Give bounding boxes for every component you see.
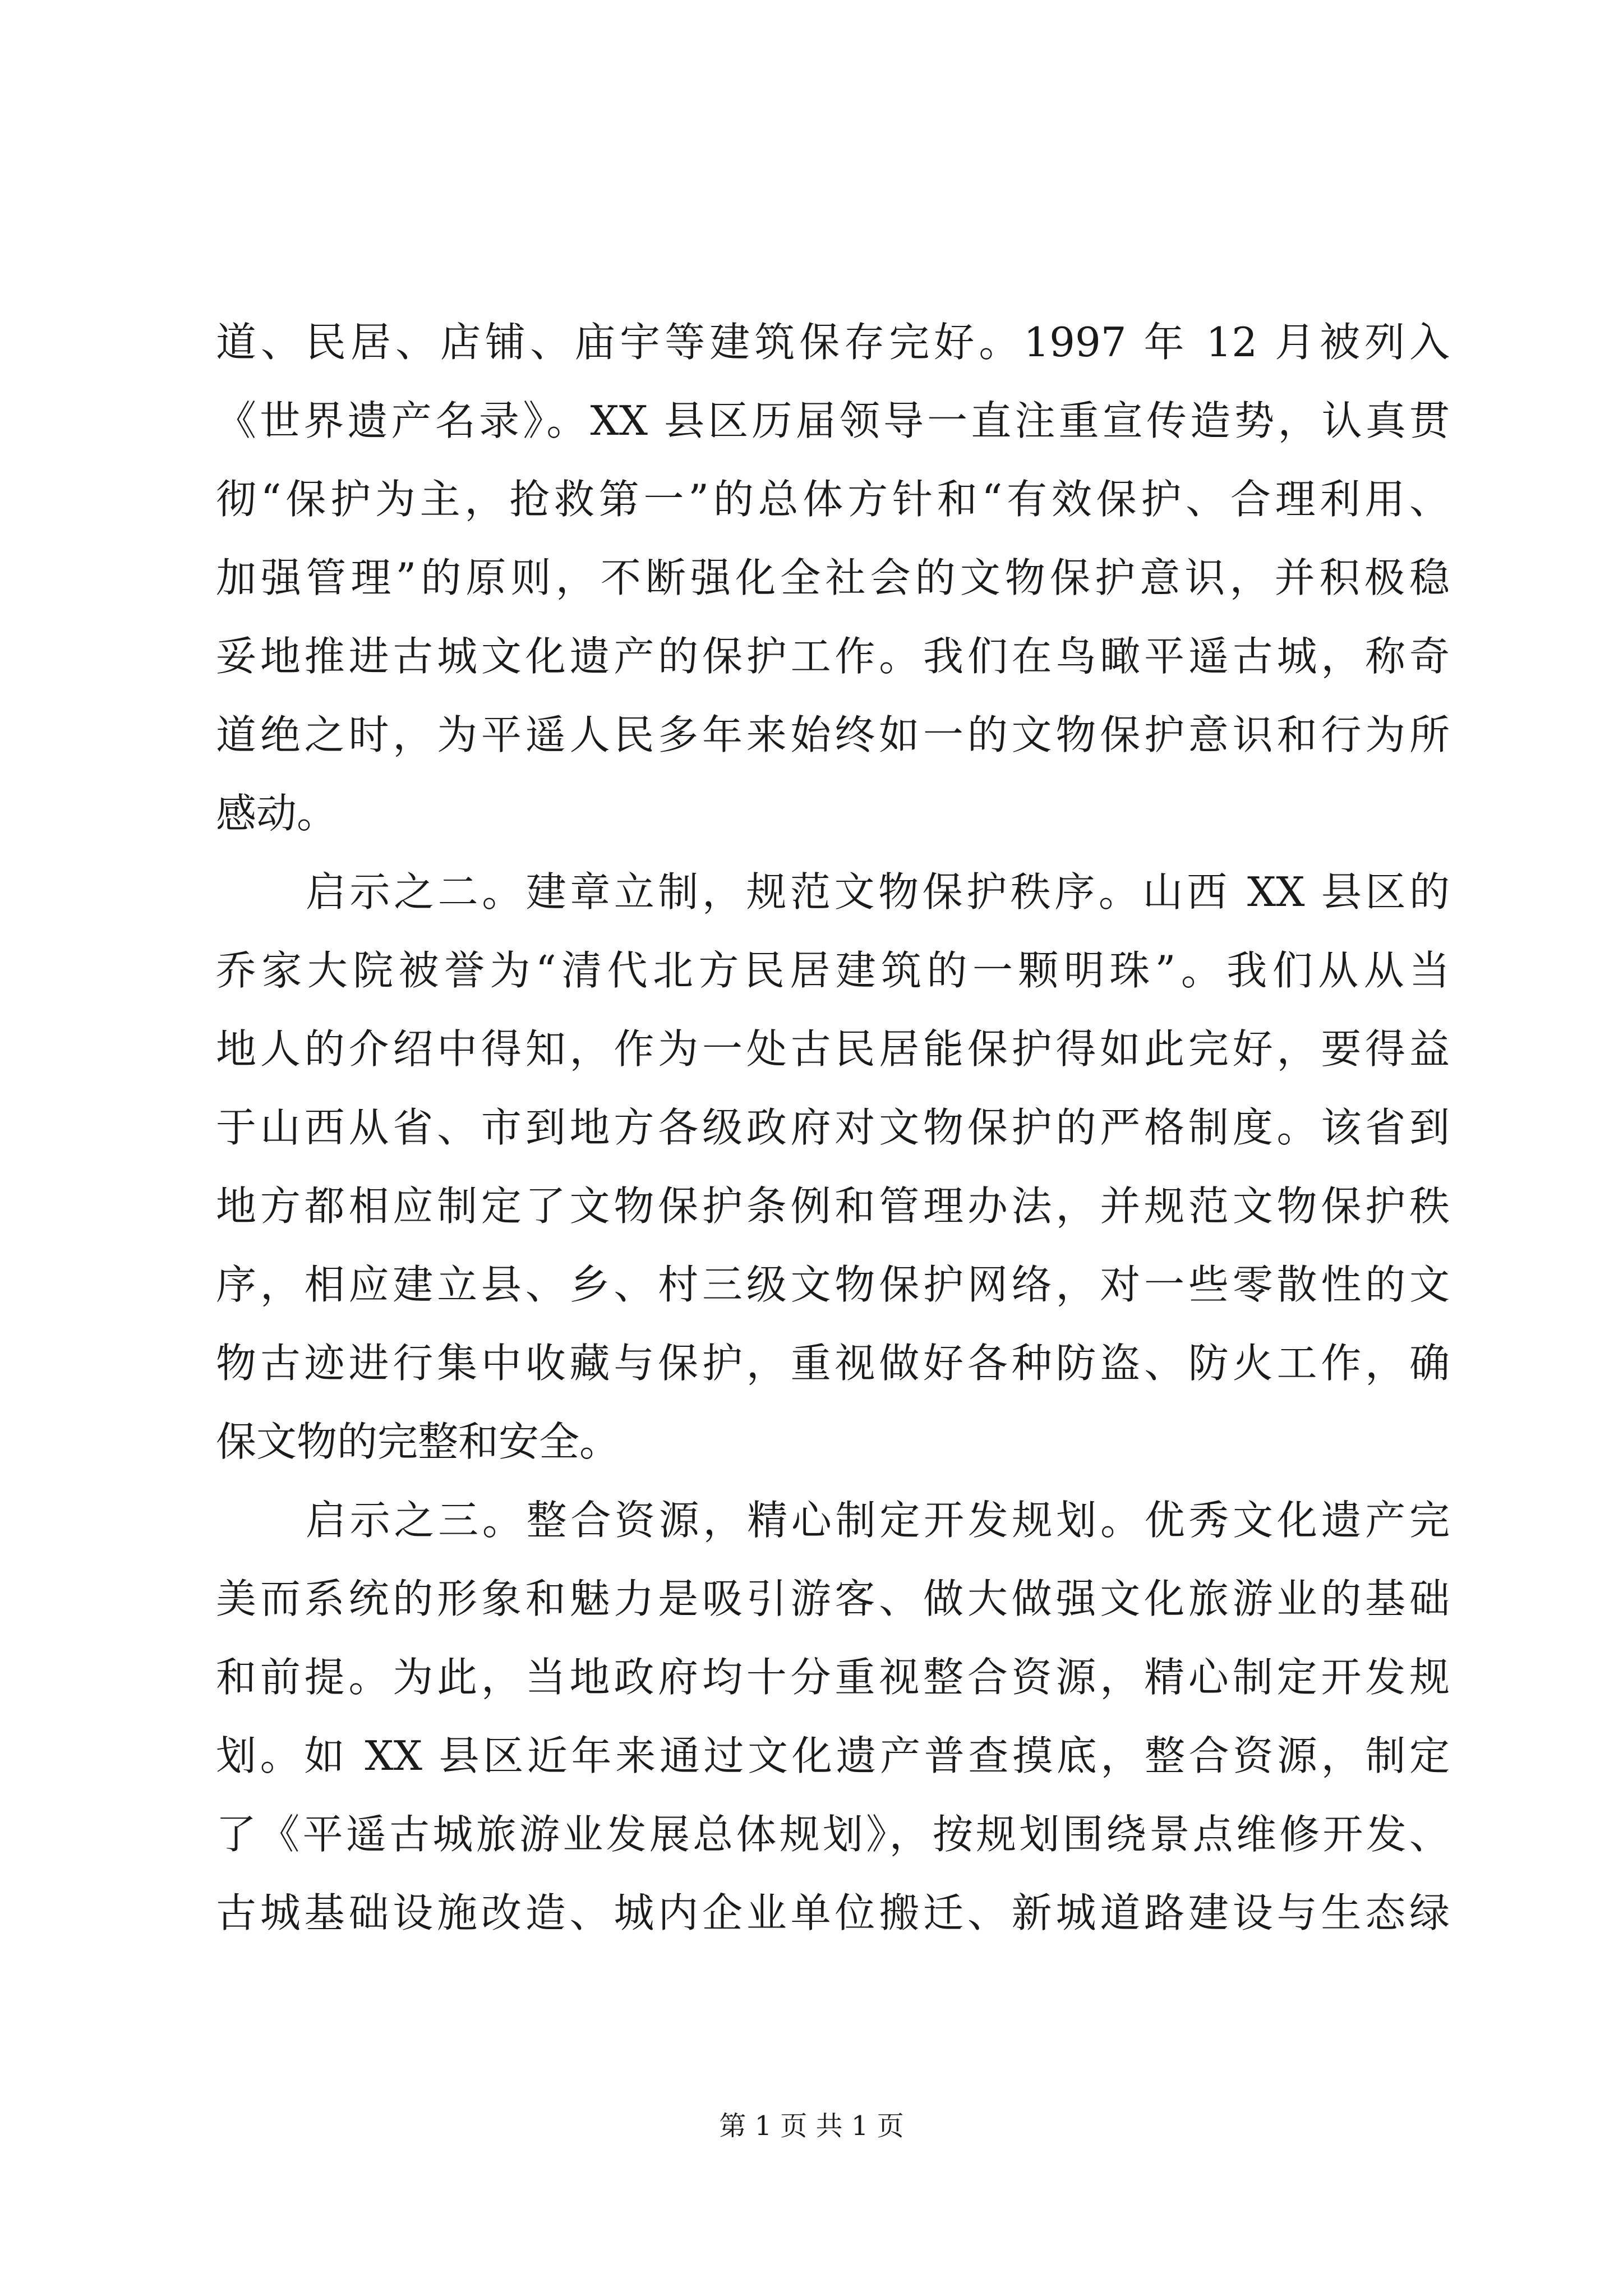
text-line: 启示之二。建章立制，规范文物保护秩序。山西 XX 县区的 (306, 868, 1450, 915)
text-line: 妥地推进古城文化遗产的保护工作。我们在鸟瞰平遥古城，称奇 (216, 633, 1450, 680)
text-line: 古城基础设施改造、城内企业单位搬迁、新城道路建设与生态绿 (216, 1889, 1450, 1936)
text-line: 彻“保护为主，抢救第一”的总体方针和“有效保护、合理利用、 (216, 476, 1450, 523)
text-line: 感动。 (216, 790, 338, 837)
text-line: 保文物的完整和安全。 (216, 1418, 620, 1465)
text-line: 序，相应建立县、乡、村三级文物保护网络，对一些零散性的文 (216, 1261, 1450, 1308)
text-line: 地方都相应制定了文物保护条例和管理办法，并规范文物保护秩 (216, 1182, 1450, 1230)
text-line: 了《平遥古城旅游业发展总体规划》，按规划围绕景点维修开发、 (216, 1811, 1450, 1858)
page-footer: 第 1 页 共 1 页 (719, 2110, 904, 2142)
text-line: 加强管理”的原则，不断强化全社会的文物保护意识，并积极稳 (216, 554, 1450, 601)
text-line: 乔家大院被誉为“清代北方民居建筑的一颗明珠”。我们从从当 (216, 947, 1450, 994)
text-line: 道、民居、店铺、庙宇等建筑保存完好。1997 年 12 月被列入 (216, 319, 1450, 366)
text-line: 划。如 XX 县区近年来通过文化遗产普查摸底，整合资源，制定 (216, 1732, 1450, 1779)
text-line: 地人的介绍中得知，作为一处古民居能保护得如此完好，要得益 (216, 1025, 1450, 1073)
text-line: 物古迹进行集中收藏与保护，重视做好各种防盗、防火工作，确 (216, 1340, 1450, 1387)
text-line: 启示之三。整合资源，精心制定开发规划。优秀文化遗产完 (306, 1497, 1450, 1544)
text-line: 和前提。为此，当地政府均十分重视整合资源，精心制定开发规 (216, 1654, 1450, 1701)
text-line: 于山西从省、市到地方各级政府对文物保护的严格制度。该省到 (216, 1104, 1450, 1151)
body-text (216, 303, 1450, 1952)
text-line: 《世界遗产名录》。XX 县区历届领导一直注重宣传造势，认真贯 (216, 397, 1450, 444)
text-line: 美而系统的形象和魅力是吸引游客、做大做强文化旅游业的基础 (216, 1575, 1450, 1622)
text-line: 道绝之时，为平遥人民多年来始终如一的文物保护意识和行为所 (216, 711, 1450, 758)
